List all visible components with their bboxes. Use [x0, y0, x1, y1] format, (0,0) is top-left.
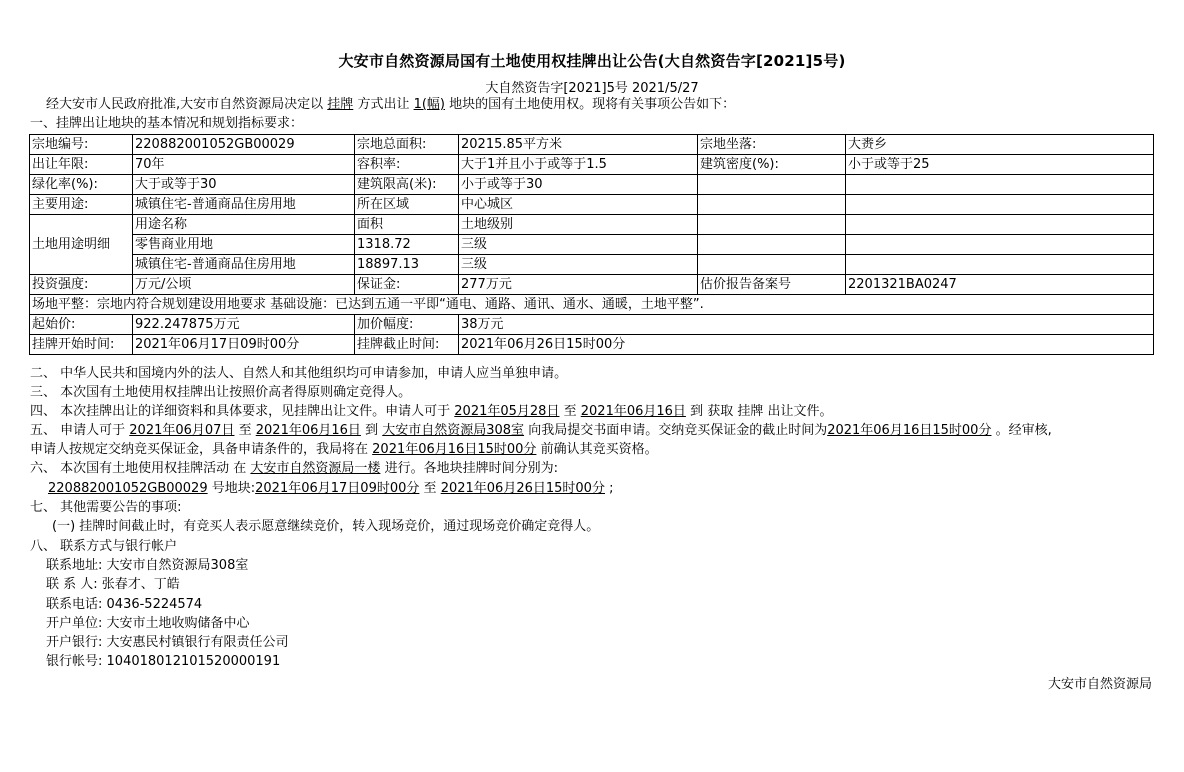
account-number: 银行帐号: 104018012101520000191 [46, 654, 281, 669]
table-row: 主要用途: 城镇住宅-普通商品住房用地 所在区域 中心城区 [30, 195, 1154, 215]
contact-person: 联 系 人: 张春才、丁皓 [46, 577, 180, 592]
account-bank: 开户银行: 大安惠民村镇银行有限责任公司 [46, 635, 289, 650]
table-row: 起始价: 922.247875万元 加价幅度: 38万元 [30, 315, 1154, 335]
parcel-info-table [29, 134, 1154, 355]
section-8: 八、 联系方式与银行帐户 [30, 539, 178, 554]
table-row: 土地用途明细 用途名称 面积 土地级别 [30, 215, 1154, 235]
intro-paragraph: 经大安市人民政府批准,大安市自然资源局决定以 挂牌 方式出让 1(幅) 地块的国有土地使用权。现将有关事项公告如下： [46, 97, 736, 112]
section-6: 六、 本次国有土地使用权挂牌活动 在 大安市自然资源局一楼 进行。各地块挂牌时间分别为: [30, 461, 558, 476]
table-row: 投资强度: 万元/公顷 保证金: 277万元 估价报告备案号 2201321BA0247 [30, 275, 1154, 295]
table-row: 城镇住宅-普通商品住房用地 18897.13 三级 [30, 255, 1154, 275]
table-row: 零售商业用地 1318.72 三级 [30, 235, 1154, 255]
section-5: 五、 申请人可于 2021年06月07日 至 2021年06月16日 到 大安市自然资源局308室 向我局提交书面申请。交纳竞买保证金的截止时间为2021年06月16日15时00分 。经审核, [30, 423, 1052, 438]
table-row: 绿化率(%): 大于或等于30 建筑限高(米): 小于或等于30 [30, 175, 1154, 195]
section-2: 二、 中华人民共和国境内外的法人、自然人和其他组织均可申请参加，申请人应当单独申请。 [30, 366, 568, 381]
issuer-signature: 大安市自然资源局 [1047, 677, 1152, 692]
section-5-line-2: 申请人按规定交纳竞买保证金，具备申请条件的，我局将在 2021年06月16日15时00分 前确认其竞买资格。 [30, 442, 658, 457]
section-4: 四、 本次挂牌出让的详细资料和具体要求，见挂牌出让文件。申请人可于 2021年05月28日 至 2021年06月16日 到 获取 挂牌 出让文件。 [30, 404, 833, 419]
site-condition-text: 场地平整：宗地内符合规划建设用地要求 基础设施：已达到五通一平即“通电、通路、通讯、通水、通暖，土地平整”. [30, 295, 1154, 315]
table-row: 宗地编号: 220882001052GB00029 宗地总面积: 20215.85平方米 宗地坐落: 大赉乡 [30, 135, 1154, 155]
section-7: 七、 其他需要公告的事项: [30, 500, 182, 515]
table-row: 出让年限: 70年 容积率: 大于1并且小于或等于1.5 建筑密度(%): 小于或等于25 [30, 155, 1154, 175]
section-6-schedule: 220882001052GB00029 号地块:2021年06月17日09时00分 至 2021年06月26日15时00分 ; [48, 481, 614, 496]
landuse-detail-label: 土地用途明细 [30, 215, 133, 275]
table-row [30, 295, 1154, 315]
section-1-heading: 一、挂牌出让地块的基本情况和规划指标要求： [30, 116, 304, 131]
table-row: 挂牌开始时间: 2021年06月17日09时00分 挂牌截止时间: 2021年06月26日15时00分 [30, 335, 1154, 355]
account-unit: 开户单位: 大安市土地收购储备中心 [46, 616, 250, 631]
page-title: 大安市自然资源局国有土地使用权挂牌出让公告(大自然资告字[2021]5号) [338, 52, 846, 70]
section-3: 三、 本次国有土地使用权挂牌出让按照价高者得原则确定竞得人。 [30, 385, 412, 400]
contact-phone: 联系电话: 0436-5224574 [46, 597, 203, 612]
document-number-date: 大自然资告字[2021]5号 2021/5/27 [485, 81, 699, 96]
contact-address: 联系地址: 大安市自然资源局308室 [46, 558, 249, 573]
section-7-item-1: (一) 挂牌时间截止时，有竞买人表示愿意继续竞价，转入现场竞价，通过现场竞价确定竞得人。 [52, 519, 600, 534]
